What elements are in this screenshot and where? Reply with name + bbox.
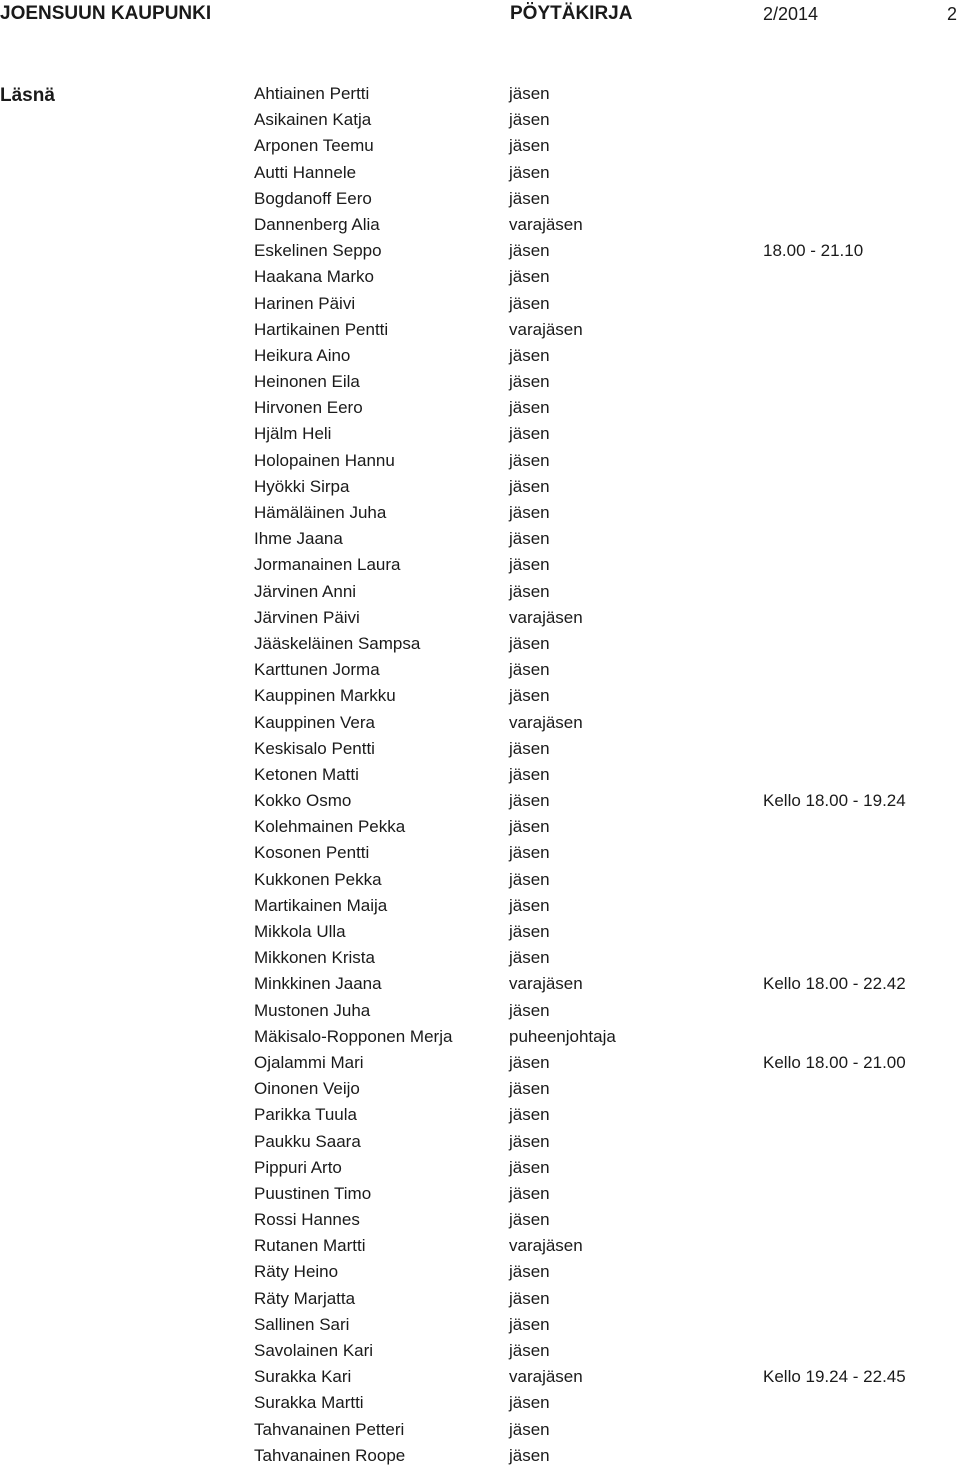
document-type: PÖYTÄKIRJA [510, 3, 633, 24]
attendee-row [0, 133, 960, 159]
attendee-row [0, 186, 960, 212]
attendee-row [0, 395, 960, 421]
attendee-role: jäsen [509, 293, 550, 313]
attendee-row [0, 945, 960, 971]
attendee-name: Eskelinen Seppo [254, 241, 382, 261]
attendee-row [0, 369, 960, 395]
attendee-name: Asikainen Katja [254, 110, 372, 130]
attendee-name: Hämäläinen Juha [254, 503, 387, 522]
attendee-role: varajäsen [509, 607, 583, 627]
attendee-role: jäsen [509, 136, 550, 156]
attendee-name: Heikura Aino [254, 345, 351, 365]
attendee-name: Hartikainen Pentti [254, 319, 389, 339]
attendee-role: jäsen [509, 555, 550, 575]
attendee-row [0, 421, 960, 447]
attendee-row [0, 500, 960, 526]
attendee-row [0, 1338, 960, 1364]
attendee-role: jäsen [509, 633, 550, 653]
attendee-row [0, 605, 960, 631]
attendee-name: Keskisalo Pentti [254, 738, 375, 758]
attendee-role: puheenjohtaja [509, 1026, 616, 1046]
attendee-role: varajäsen [509, 974, 583, 994]
attendee-name: Heinonen Eila [254, 372, 360, 392]
attendee-name: Räty Heino [254, 1262, 339, 1282]
attendee-name: Tahvanainen Roope [254, 1445, 406, 1465]
section-label-present: Läsnä [0, 85, 55, 106]
attendee-name: Rutanen Martti [254, 1236, 366, 1256]
attendee-row [0, 710, 960, 736]
attendee-role: jäsen [509, 1079, 550, 1099]
attendee-role: jäsen [509, 791, 550, 811]
attendee-time: Kello 18.00 - 22.42 [763, 974, 906, 994]
attendee-name: Bogdanoff Eero [254, 188, 372, 208]
attendee-row [0, 1102, 960, 1128]
attendee-row [0, 1076, 960, 1102]
attendee-role: jäsen [509, 1314, 550, 1334]
attendee-row [0, 998, 960, 1024]
attendee-role: jäsen [509, 1445, 550, 1465]
attendee-name: Kauppinen Markku [254, 686, 396, 706]
attendee-row [0, 81, 960, 107]
attendee-row [0, 762, 960, 788]
meeting-number: 2/2014 [763, 4, 819, 24]
attendee-name: Dannenberg Alia [254, 214, 380, 234]
attendee-name: Sallinen Sari [254, 1314, 350, 1334]
attendee-role: jäsen [509, 817, 550, 837]
attendee-row [0, 736, 960, 762]
attendee-role: jäsen [509, 345, 550, 365]
attendee-role: jäsen [509, 1183, 550, 1203]
attendee-role: jäsen [509, 1105, 550, 1125]
attendee-role: jäsen [509, 450, 550, 470]
attendee-role: jäsen [509, 1288, 550, 1308]
attendee-name: Surakka Martti [254, 1393, 364, 1413]
attendee-role: varajäsen [509, 319, 583, 339]
attendee-name: Hyökki Sirpa [254, 476, 350, 496]
attendee-name: Mikkonen Krista [254, 948, 375, 968]
attendee-row [0, 160, 960, 186]
attendee-name: Ojalammi Mari [254, 1052, 364, 1072]
attendee-time: 18.00 - 21.10 [763, 241, 864, 261]
attendee-row [0, 919, 960, 945]
attendee-role: jäsen [509, 1262, 550, 1282]
attendee-name: Ihme Jaana [254, 529, 343, 549]
attendee-row [0, 867, 960, 893]
attendee-row [0, 474, 960, 500]
attendee-role: jäsen [509, 1210, 550, 1230]
attendee-name: Kauppinen Vera [254, 712, 375, 732]
attendee-name: Kokko Osmo [254, 791, 352, 811]
attendee-role: jäsen [509, 476, 550, 496]
attendee-row [0, 448, 960, 474]
attendee-name: Kukkonen Pekka [254, 869, 382, 889]
attendee-row [0, 840, 960, 866]
attendee-name: Mäkisalo-Ropponen Merja [254, 1026, 453, 1046]
attendee-role: jäsen [509, 1052, 550, 1072]
attendee-name: Karttunen Jorma [254, 660, 380, 680]
attendee-row [0, 1390, 960, 1416]
attendee-role: jäsen [509, 843, 550, 863]
attendee-role: jäsen [509, 922, 550, 941]
attendee-name: Autti Hannele [254, 162, 357, 182]
attendee-role: jäsen [509, 398, 550, 418]
attendee-name: Parikka Tuula [254, 1105, 357, 1125]
attendee-row [0, 291, 960, 317]
attendee-name: Arponen Teemu [254, 136, 374, 156]
attendee-role: jäsen [509, 895, 550, 915]
attendee-role: jäsen [509, 660, 550, 680]
organization-name: JOENSUUN KAUPUNKI [0, 3, 212, 24]
attendee-row [0, 1312, 960, 1338]
attendee-row [0, 1181, 960, 1207]
attendee-row [0, 1286, 960, 1312]
attendee-row [0, 683, 960, 709]
attendee-row [0, 1207, 960, 1233]
attendee-role: jäsen [509, 764, 550, 784]
attendee-name: Paukku Saara [254, 1131, 361, 1151]
attendee-name: Martikainen Maija [254, 895, 388, 915]
attendee-role: jäsen [509, 267, 550, 287]
attendee-row [0, 107, 960, 133]
attendee-name: Mikkola Ulla [254, 922, 346, 941]
attendee-role: jäsen [509, 869, 550, 889]
attendee-role: jäsen [509, 84, 550, 103]
attendee-row [0, 1155, 960, 1181]
attendee-role: jäsen [509, 738, 550, 758]
attendee-name: Minkkinen Jaana [254, 974, 382, 994]
attendee-row [0, 1259, 960, 1285]
attendee-role: varajäsen [509, 1236, 583, 1256]
attendee-role: jäsen [509, 503, 550, 522]
attendee-row [0, 1129, 960, 1155]
attendee-name: Kolehmainen Pekka [254, 817, 406, 837]
attendee-name: Jääskeläinen Sampsa [254, 633, 421, 653]
attendee-name: Rossi Hannes [254, 1210, 360, 1230]
attendee-row [0, 238, 960, 264]
attendee-row [0, 343, 960, 369]
attendee-time: Kello 19.24 - 22.45 [763, 1367, 906, 1387]
attendee-name: Järvinen Anni [254, 581, 357, 601]
attendee-row [0, 893, 960, 919]
attendee-name: Oinonen Veijo [254, 1079, 360, 1099]
attendee-name: Harinen Päivi [254, 293, 356, 313]
attendee-name: Kosonen Pentti [254, 843, 370, 863]
attendee-role: jäsen [509, 948, 550, 968]
attendee-name: Mustonen Juha [254, 1000, 371, 1020]
attendee-role: jäsen [509, 162, 550, 182]
attendee-list [0, 81, 960, 1469]
attendee-row [0, 552, 960, 578]
attendee-row [0, 1050, 960, 1076]
page-number: 2 [947, 4, 958, 24]
attendee-row [0, 212, 960, 238]
attendee-role: jäsen [509, 241, 550, 261]
attendee-role: jäsen [509, 1131, 550, 1151]
page-header [0, 0, 960, 30]
attendee-role: jäsen [509, 110, 550, 130]
attendee-row [0, 814, 960, 840]
attendee-row [0, 971, 960, 997]
attendee-time: Kello 18.00 - 19.24 [763, 791, 906, 811]
attendee-role: varajäsen [509, 712, 583, 732]
attendee-role: varajäsen [509, 1367, 583, 1387]
attendee-role: jäsen [509, 581, 550, 601]
attendee-name: Hjälm Heli [254, 424, 332, 444]
attendee-row [0, 1417, 960, 1443]
attendee-row [0, 1443, 960, 1469]
attendee-name: Pippuri Arto [254, 1157, 342, 1177]
attendee-name: Savolainen Kari [254, 1341, 374, 1360]
attendee-role: jäsen [509, 372, 550, 392]
attendee-role: varajäsen [509, 214, 583, 234]
attendee-name: Hirvonen Eero [254, 398, 363, 418]
attendee-role: jäsen [509, 1157, 550, 1177]
attendee-row [0, 1233, 960, 1259]
attendee-row [0, 657, 960, 683]
attendee-row [0, 1024, 960, 1050]
attendee-name: Ahtiainen Pertti [254, 84, 370, 103]
attendee-role: jäsen [509, 1000, 550, 1020]
attendee-name: Räty Marjatta [254, 1288, 356, 1308]
attendee-role: jäsen [509, 686, 550, 706]
attendee-name: Haakana Marko [254, 267, 375, 287]
attendee-row [0, 631, 960, 657]
attendee-name: Jormanainen Laura [254, 555, 401, 575]
attendee-time: Kello 18.00 - 21.00 [763, 1052, 906, 1072]
attendee-name: Surakka Kari [254, 1367, 352, 1387]
attendee-row [0, 526, 960, 552]
attendee-role: jäsen [509, 529, 550, 549]
attendee-row [0, 1364, 960, 1390]
attendee-name: Puustinen Timo [254, 1183, 372, 1203]
attendee-name: Järvinen Päivi [254, 607, 360, 627]
attendee-row [0, 264, 960, 290]
attendee-row [0, 579, 960, 605]
attendee-name: Tahvanainen Petteri [254, 1419, 405, 1439]
attendee-name: Holopainen Hannu [254, 450, 395, 470]
attendee-role: jäsen [509, 1393, 550, 1413]
attendee-role: jäsen [509, 1341, 550, 1360]
attendee-row [0, 788, 960, 814]
attendee-row [0, 317, 960, 343]
attendee-name: Ketonen Matti [254, 764, 359, 784]
attendee-role: jäsen [509, 424, 550, 444]
attendee-role: jäsen [509, 1419, 550, 1439]
attendee-role: jäsen [509, 188, 550, 208]
